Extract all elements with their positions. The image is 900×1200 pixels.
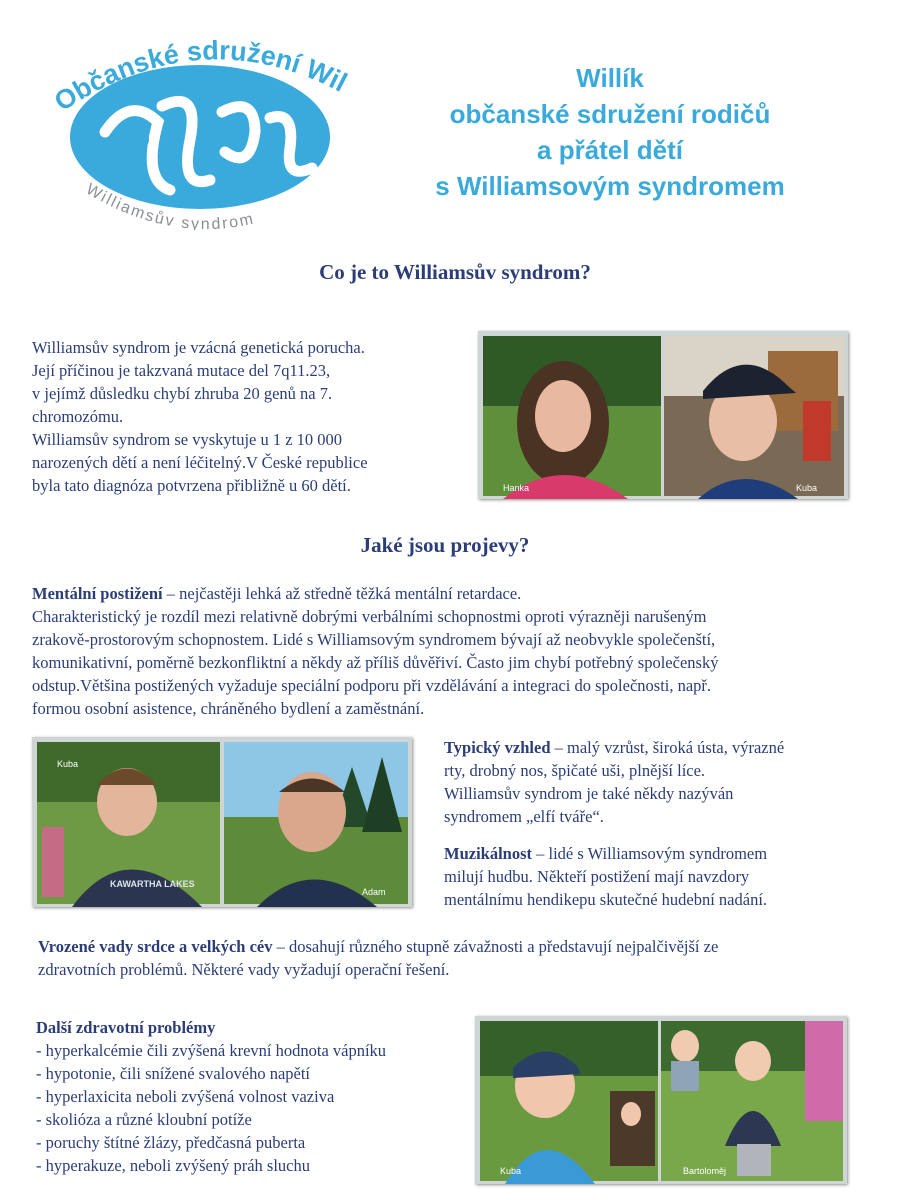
title-line-2: občanské sdružení rodičů (449, 99, 771, 129)
mental-line: odstup.Většina postižených vyžaduje speciální podporu při vzdělávání a integraci do společnosti, např. (32, 676, 712, 695)
intro-line: v jejímž důsledku chybí zhruba 20 genů na 7. (32, 384, 333, 403)
appearance-line: Williamsův syndrom je také někdy nazýván (444, 784, 734, 803)
other-problems-list (36, 1016, 386, 1177)
photo3-left-caption: Kuba (500, 1166, 522, 1176)
title-line-3: a přátel dětí (537, 135, 683, 165)
intro-line: byla tato diagnóza potvrzena přibližně u 60 dětí. (32, 476, 351, 495)
photo3-right-caption: Bartoloměj (683, 1166, 727, 1176)
music-line: mentálnímu hendikepu skutečné hudební nadání. (444, 890, 768, 909)
intro-line: Williamsův syndrom se vyskytuje u 1 z 10 000 (32, 430, 343, 449)
photo2-right-caption: Adam (362, 887, 386, 897)
other-problem-item: - skolióza a různé kloubní potíže (36, 1110, 252, 1129)
photo-kuba-bartolomej (475, 1016, 847, 1184)
heart-term: Vrozené vady srdce a velkých cév (38, 937, 273, 956)
title-line-1: Willík (576, 63, 644, 93)
logo-arc-text: Občanské sdružení Wil (50, 40, 350, 117)
appearance-line: syndromem „elfí tváře“. (444, 807, 604, 826)
intro-paragraph (32, 336, 368, 497)
mental-line: Charakteristický je rozdíl mezi relativně dobrými verbálními schopnostmi oproti výrazněji narušeným (32, 607, 707, 626)
title-line-4: s Williamsovým syndromem (435, 171, 785, 201)
section-heading-symptoms: Jaké jsou projevy? (360, 533, 530, 557)
heart-paragraph (38, 935, 718, 981)
photo2-shirt-text: KAWARTHA LAKES (110, 879, 195, 889)
mental-paragraph (32, 582, 718, 720)
heart-line: zdravotních problémů. Některé vady vyžadují operační řešení. (38, 960, 450, 979)
photo-kuba-adam (32, 737, 412, 907)
appearance-term: Typický vzhled (444, 738, 551, 757)
mental-first-line: – nejčastěji lehká až středně těžká mentální retardace. (162, 584, 522, 603)
intro-line: Williamsův syndrom je vzácná genetická porucha. (32, 338, 365, 357)
other-problem-item: - hyperakuze, neboli zvýšený práh sluchu (36, 1156, 310, 1175)
intro-line: chromozómu. (32, 407, 124, 426)
music-first-line: – lidé s Williamsovým syndromem (532, 844, 768, 863)
willik-logo (50, 40, 350, 230)
mental-line: zrakově-prostorovým schopnostem. Lidé s Williamsovým syndromem bývají až neobvykle společenští, (32, 630, 716, 649)
mental-term: Mentální postižení (32, 584, 163, 603)
intro-line: narozených dětí a není léčitelný.V České republice (32, 453, 368, 472)
section-heading-what-is: Co je to Williamsův syndrom? (319, 260, 591, 284)
photo-hanka-kuba (478, 331, 848, 499)
other-problem-item: - hypotonie, čili snížené svalového napětí (36, 1064, 311, 1083)
appearance-first-line: – malý vzrůst, široká ústa, výrazné (550, 738, 785, 757)
music-paragraph (444, 842, 767, 911)
photo1-right-caption: Kuba (796, 483, 818, 493)
other-problem-item: - poruchy štítné žlázy, předčasná puberta (36, 1133, 306, 1152)
other-problems-heading: Další zdravotní problémy (36, 1018, 216, 1037)
heart-first-line: – dosahují různého stupně závažnosti a představují nejpalčivější ze (272, 937, 719, 956)
photo2-left-caption: Kuba (57, 759, 79, 769)
appearance-paragraph (444, 736, 784, 828)
other-problem-item: - hyperkalcémie čili zvýšená krevní hodnota vápníku (36, 1041, 387, 1060)
mental-line: formou osobní asistence, chráněného bydlení a zaměstnání. (32, 699, 425, 718)
intro-line: Její příčinou je takzvaná mutace del 7q11.23, (32, 361, 331, 380)
photo1-left-caption: Hanka (503, 483, 530, 493)
mental-line: komunikativní, poměrně bezkonfliktní a někdy až příliš důvěřiví. Často jim chybí potřebný společenský (32, 653, 719, 672)
music-line: milují hudbu. Někteří postižení mají navzdory (444, 867, 750, 886)
appearance-line: rty, drobný nos, špičaté uši, plnější líce. (444, 761, 706, 780)
music-term: Muzikálnost (444, 844, 533, 863)
logo-bottom-text: Williamsův syndrom (83, 180, 257, 230)
other-problem-item: - hyperlaxicita neboli zvýšená volnost vaziva (36, 1087, 335, 1106)
organization-title (390, 60, 830, 204)
